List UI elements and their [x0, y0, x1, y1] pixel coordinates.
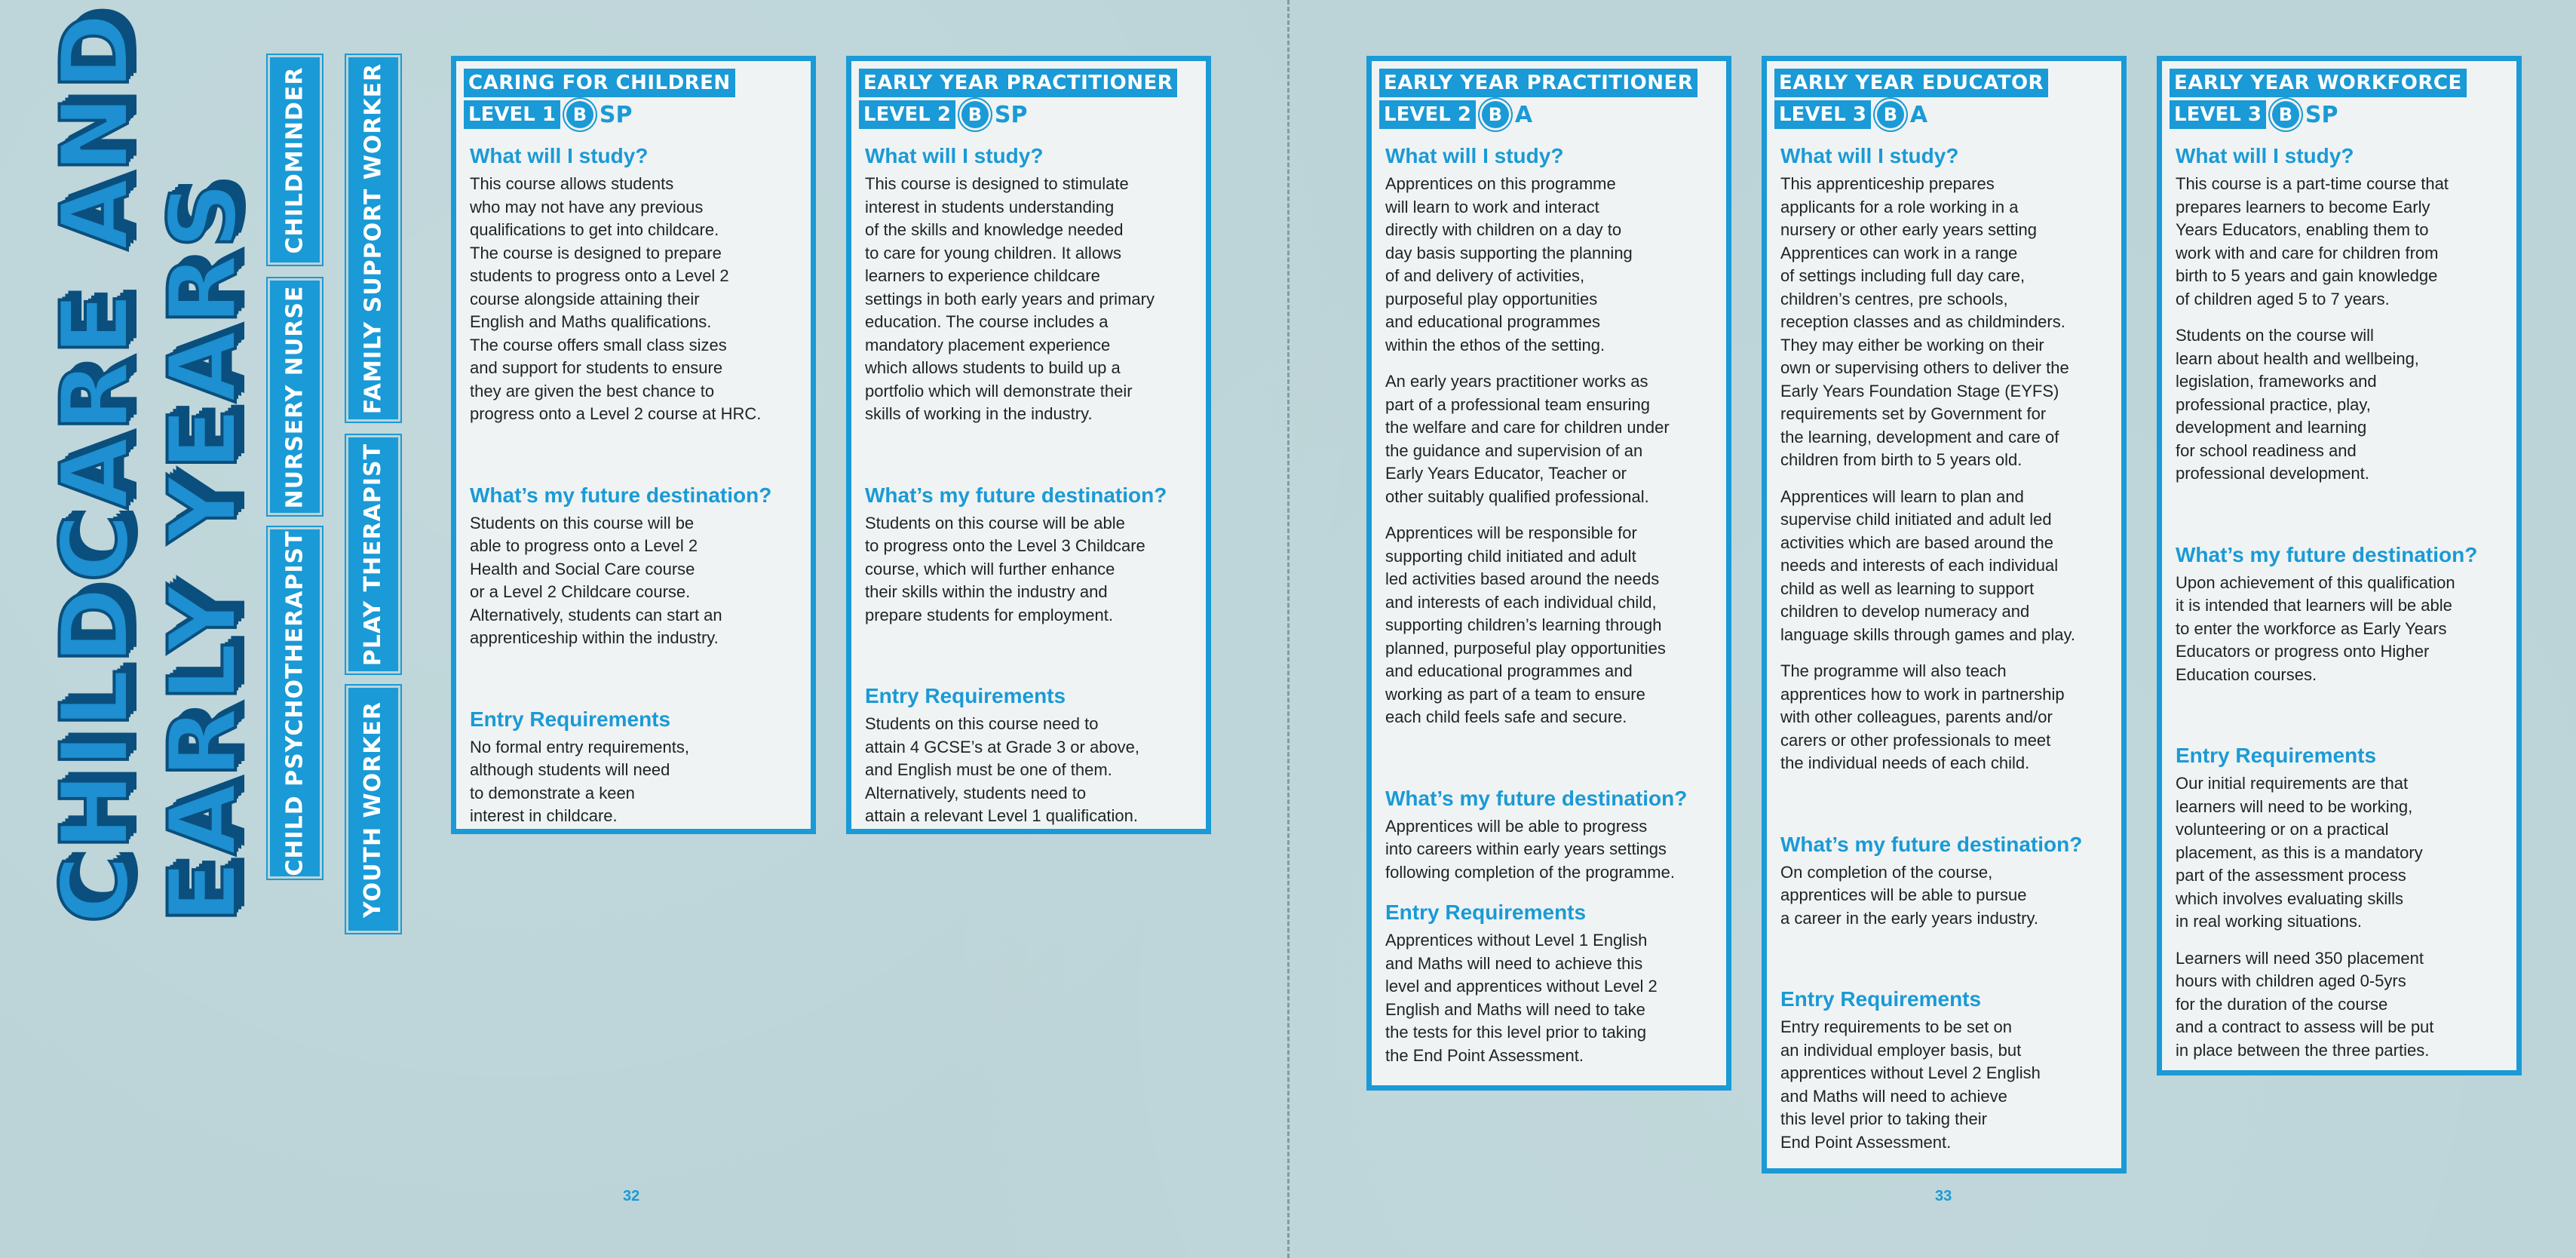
bursary-badge-icon: B	[2272, 101, 2299, 128]
study-mode-badge: SP	[599, 101, 633, 128]
study-text: The programme will also teach apprentices how to work in partnership with other colleagues, parents and/or carers or other professionals to meet the individual needs of each child.	[1780, 661, 2065, 772]
study-text: Students on the course will learn about health and wellbeing, legislation, frameworks and professional practice, play, development and learning for school readiness and professional development.	[2176, 326, 2419, 483]
career-label: FAMILY SUPPORT WORKER	[360, 63, 387, 414]
level-label: LEVEL 2	[1379, 100, 1476, 129]
study-heading: What will I study?	[1385, 144, 1564, 167]
career-tab-childminder	[270, 57, 320, 262]
title-line-1: CHILDCARE AND	[41, 8, 150, 924]
future-heading: What’s my future destination?	[1385, 786, 1688, 810]
entry-heading: Entry Requirements	[865, 684, 1066, 707]
entry-text: Entry requirements to be set on an individual employer basis, but apprentices without Level 2 English and Maths will need to achieve this level prior to taking their End Point Assessment.	[1780, 1017, 2041, 1152]
entry-text: Our initial requirements are that learners will need to be working, volunteering or on a practical placement, as this is a mandatory part of the assessment process which involves evaluating skills in real working situations.	[2176, 774, 2423, 931]
future-text: Upon achievement of this qualification it is intended that learners will be able to enter the workforce as Early Years Educators or progress onto Higher Education courses.	[2176, 572, 2455, 684]
career-tab-play-therapist	[348, 437, 398, 671]
future-text: On completion of the course, apprentices will be able to pursue a career in the early years industry.	[1780, 862, 2038, 928]
course-card-early-year-practitioner-sp	[846, 56, 1211, 834]
course-card-early-year-practitioner-apprenticeship	[1366, 56, 1731, 1091]
entry-text: No formal entry requirements, although students will need to demonstrate a keen interest in childcare.	[470, 737, 689, 825]
study-text: This apprenticeship prepares applicants for a role working in a nursery or other early years setting Apprentices can work in a range of settings including full day care, children’s centres, pre schools, reception classes and as childminders. They may either be working on their own or supervising others to deliver the Early Years Foundation Stage (EYFS) requirements set by Government for the learning, development and care of children from birth to 5 years old.	[1780, 174, 2069, 469]
course-card-caring-for-children	[451, 56, 816, 834]
entry-heading: Entry Requirements	[2176, 744, 2377, 767]
bursary-badge-icon: B	[961, 101, 989, 128]
page-fold	[1287, 0, 1290, 1258]
career-tab-youth-worker	[348, 688, 398, 931]
study-heading: What will I study?	[470, 144, 649, 167]
future-heading: What’s my future destination?	[470, 483, 772, 507]
course-title: CARING FOR CHILDREN	[464, 69, 735, 97]
study-mode-badge: A	[1514, 101, 1533, 128]
course-title: EARLY YEAR PRACTITIONER	[859, 69, 1177, 97]
career-tab-child-psychotherapist	[270, 529, 320, 876]
study-heading: What will I study?	[865, 144, 1044, 167]
study-mode-badge: SP	[2305, 101, 2338, 128]
course-card-early-year-workforce	[2157, 56, 2522, 1075]
page-number-right: 33	[1935, 1188, 1952, 1204]
entry-text: Apprentices without Level 1 English and Maths will need to achieve this level and apprentices without Level 2 English and Maths will need to take the tests for this level prior to taking the End Point Assessment.	[1385, 931, 1658, 1065]
study-text: Apprentices will learn to plan and supervise child initiated and adult led activities which are based around the needs and interests of each individual child as well as learning to support children to develop numeracy and language skills through games and play.	[1780, 486, 2075, 644]
future-heading: What’s my future destination?	[865, 483, 1167, 507]
study-heading: What will I study?	[1780, 144, 1959, 167]
future-text: Students on this course will be able to progress onto a Level 2 Health and Social Care course or a Level 2 Childcare course. Alternatively, students can start an apprenticeship within the industry.	[470, 513, 722, 647]
study-text: This course allows students who may not have any previous qualifications to get into childcare. The course is designed to prepare students to progress onto a Level 2 course alongside attaining their English and Maths qualifications. The course offers small class sizes and support for students to ensure they are given the best chance to progress onto a Level 2 course at HRC.	[470, 174, 762, 423]
bursary-badge-icon: B	[1482, 101, 1509, 128]
title-line-2: EARLY YEARS	[149, 176, 258, 924]
career-label: PLAY THERAPIST	[360, 443, 387, 666]
entry-heading: Entry Requirements	[470, 707, 671, 731]
career-label: YOUTH WORKER	[360, 701, 387, 918]
entry-text: Students on this course need to attain 4 GCSE’s at Grade 3 or above, and English must be one of them. Alternatively, students need to attain a relevant Level 1 qualification.	[865, 714, 1140, 825]
study-text: Apprentices will be responsible for supporting child initiated and adult led activities based around the needs and interests of each individual child, supporting children’s learning through planned, purposeful play opportunities and educational programmes and working as part of a team to ensure each child feels safe and secure.	[1385, 523, 1666, 726]
page-number-left: 32	[623, 1188, 640, 1204]
study-text: Apprentices on this programme will learn to work and interact directly with children on a day to day basis supporting the planning of and delivery of activities, purposeful play opportunities and educational programmes within the ethos of the setting.	[1385, 174, 1633, 354]
level-label: LEVEL 3	[2170, 100, 2266, 129]
course-title: EARLY YEAR PRACTITIONER	[1379, 69, 1697, 97]
entry-heading: Entry Requirements	[1385, 901, 1587, 924]
study-heading: What will I study?	[2176, 144, 2354, 167]
bursary-badge-icon: B	[566, 101, 593, 128]
entry-text: Learners will need 350 placement hours with children aged 0-5yrs for the duration of the course and a contract to assess will be put in place between the three parties.	[2176, 948, 2434, 1060]
study-mode-badge: SP	[994, 101, 1028, 128]
study-text: This course is designed to stimulate interest in students understanding of the skills and knowledge needed to care for young children. It allows learners to experience childcare settings in both early years and primary education. The course includes a mandatory placement experience which allows students to build up a portfolio which will demonstrate their skills of working in the industry.	[865, 174, 1155, 423]
study-text: An early years practitioner works as part of a professional team ensuring the welfare and care for children under the guidance and supervision of an Early Years Educator, Teacher or other suitably qualified professional.	[1385, 372, 1670, 506]
future-heading: What’s my future destination?	[1780, 832, 2083, 856]
career-tab-family-support-worker	[348, 57, 398, 419]
study-text: This course is a part-time course that prepares learners to become Early Years Educators, enabling them to work with and care for children from birth to 5 years and gain knowledge of children aged 5 to 7 years.	[2176, 174, 2449, 308]
career-tab-nursery-nurse	[270, 281, 320, 513]
future-text: Apprentices will be able to progress into careers within early years settings following completion of the programme.	[1385, 816, 1675, 882]
course-title: EARLY YEAR EDUCATOR	[1774, 69, 2048, 97]
future-heading: What’s my future destination?	[2176, 542, 2478, 566]
career-label: CHILD PSYCHOTHERAPIST	[281, 529, 308, 876]
level-label: LEVEL 3	[1774, 100, 1871, 129]
study-mode-badge: A	[1909, 101, 1928, 128]
level-label: LEVEL 1	[464, 100, 560, 129]
bursary-badge-icon: B	[1877, 101, 1904, 128]
entry-heading: Entry Requirements	[1780, 987, 1982, 1011]
future-text: Students on this course will be able to progress onto the Level 3 Childcare course, which will further enhance their skills within the industry and prepare students for employment.	[865, 513, 1145, 624]
level-label: LEVEL 2	[859, 100, 955, 129]
course-card-early-year-educator	[1762, 56, 2127, 1174]
career-label: NURSERY NURSE	[281, 285, 308, 508]
course-title: EARLY YEAR WORKFORCE	[2170, 69, 2467, 97]
career-label: CHILDMINDER	[281, 66, 308, 253]
